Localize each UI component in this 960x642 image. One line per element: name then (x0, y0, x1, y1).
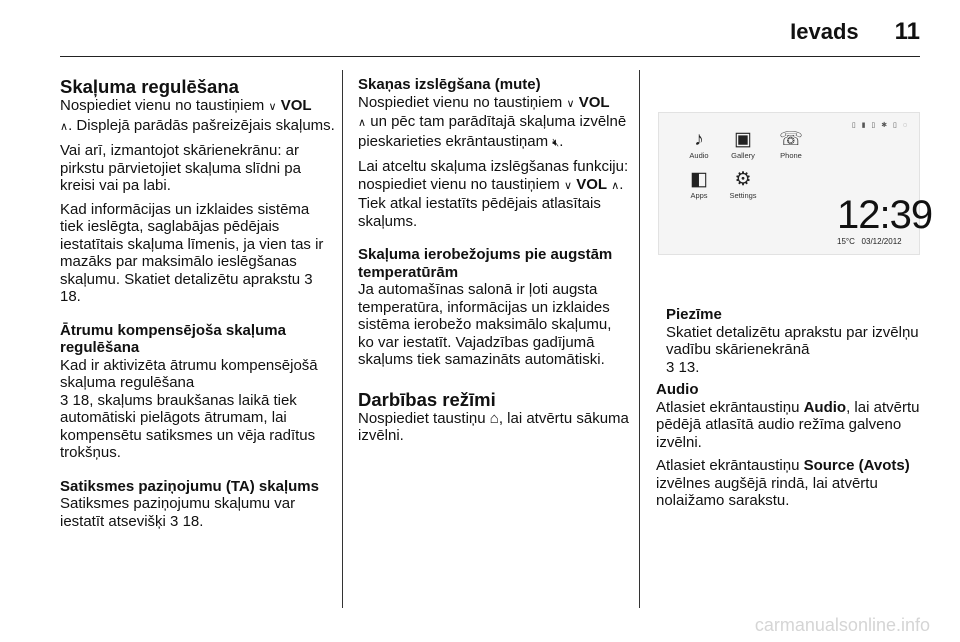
mute-icon: 🔇︎ (552, 136, 560, 149)
volume-para-2: Vai arī, izmantojot skārienekrānu: ar pirkstu pārvietojiet skaļuma slīdni pa kreisi vai pa labi. (60, 142, 301, 194)
app-apps (677, 169, 721, 200)
column-1 (60, 76, 335, 536)
heading-ta-volume: Satiksmes paziņojumu (TA) skaļums (60, 477, 319, 495)
app-gallery (721, 129, 765, 160)
page-number: 11 (894, 18, 920, 45)
note-text: Skatiet detalizētu aprakstu par izvēlņu vadību skārienekrānā 3 13. (666, 323, 919, 376)
mute-para-1: Nospiediet vienu no taustiņiem ∨ VOL ∧ un pēc tam parādītajā skaļuma izvēlnē pieskarieties ekrāntaustiņam 🔇︎. (358, 93, 627, 150)
column-2 (358, 76, 630, 451)
vol-down-icon: ∨ (566, 97, 575, 110)
vol-down-icon: ∨ (268, 101, 277, 113)
vol-up-icon: ∧ (60, 120, 69, 133)
volume-para-3: Kad informācijas un izklaides sistēma tiek ieslēgta, saglabājas pēdējais iestatītais skaļuma līmenis, ja vien tas ir mazāks par maksimālo ieslēgšanas skaļumu. Skatiet detalizētu aprakstu 3 18. (60, 200, 324, 305)
vol-down-icon: ∨ (563, 179, 573, 192)
vol-up-icon: ∧ (358, 117, 367, 129)
app-phone (769, 129, 813, 160)
app-label: Phone (780, 151, 802, 160)
music-note-icon: ♪ (694, 129, 704, 150)
phone-icon: ☏ (779, 129, 803, 150)
watermark: carmanualsonline.info (754, 615, 930, 635)
app-label: Gallery (731, 151, 755, 160)
gear-icon: ⚙ (734, 169, 752, 190)
app-label: Audio (689, 151, 709, 160)
page-ref-icon: 3 (60, 391, 69, 409)
column-divider-1 (342, 70, 343, 608)
header-rule (60, 56, 920, 57)
infotainment-screenshot (658, 112, 933, 255)
mute-para-2: Lai atceltu skaļuma izslēgšanas funkciju: nospiediet vienu no taustiņiem ∨ VOL ∧. Tiek atkal iestatīts pēdējais atlasītais skaļums. (358, 158, 629, 230)
status-icons: ▯ ▮ ▯ ✱ ▯ ◌ (851, 122, 909, 129)
operating-modes-para: Nospiediet taustiņu ⌂, lai atvērtu sākuma izvēlni. (358, 409, 629, 444)
column-3 (656, 381, 921, 516)
clock-time: 12:39 (837, 193, 933, 237)
note-heading: Piezīme (666, 306, 722, 323)
section-title: Ievads (790, 19, 859, 44)
page-ref-icon: 3 (170, 512, 179, 530)
gallery-icon: ▣ (734, 129, 752, 150)
volume-para-1: Nospiediet vienu no taustiņiem ∨ VOL ∧. Displejā parādās pašreizējais skaļums. (60, 97, 335, 134)
heading-operating-modes: Darbības režīmi (358, 388, 496, 410)
heading-temp-limit: Skaļuma ierobežojums pie augstām temperatūrām (358, 246, 613, 281)
ta-volume-para: Satiksmes paziņojumu skaļumu var iestatīt atsevišķi 3 18. (60, 495, 296, 530)
app-audio (677, 129, 721, 160)
heading-mute: Skaņas izslēgšana (mute) (358, 76, 541, 93)
heading-volume: Skaļuma regulēšana (60, 76, 239, 97)
home-icon: ⌂ (489, 409, 499, 427)
speed-volume-para: Kad ir aktivizēta ātrumu kompensējošā skaļuma regulēšana 3 18, skaļums braukšanas laikā tiek automātiski pielāgots ātrumam, lai kompensētu satiksmes un vēja radītus trokšņus. (60, 356, 318, 461)
page-ref-icon: 3 (304, 270, 313, 288)
page-ref-icon: 3 (666, 358, 675, 376)
temp-limit-para: Ja automašīnas salonā ir ļoti augsta temperatūra, informācijas un izklaides sistēma ierobežo maksimālo skaļumu, ko var iestatīt. Vajadzības gadījumā skaļums tiek samazināts automātiski. (358, 281, 612, 368)
app-label: Apps (690, 191, 708, 200)
page-header (790, 14, 920, 50)
app-label: Settings (729, 191, 757, 200)
heading-audio: Audio (656, 381, 699, 398)
app-settings (721, 169, 765, 200)
note-box (666, 306, 960, 376)
heading-speed-volume: Ātrumu kompensējoša skaļuma regulēšana (60, 321, 286, 356)
source-para: Atlasiet ekrāntaustiņu Source (Avots) izvēlnes augšējā rindā, lai atvērtu nolaižamo sarakstu. (656, 457, 910, 509)
audio-para: Atlasiet ekrāntaustiņu Audio, lai atvērtu pēdējā atlasītā audio režīma galveno izvēlni. (656, 398, 920, 451)
vol-up-icon: ∧ (611, 179, 620, 192)
clock-date: 15°C 03/12/2012 (837, 237, 902, 246)
apps-icon: ◧ (690, 169, 708, 190)
column-divider-2 (639, 70, 640, 608)
